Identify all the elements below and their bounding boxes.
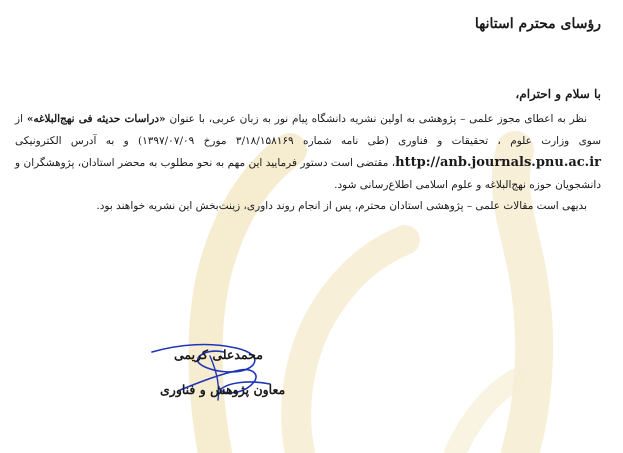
p1-mid: از سوی وزارت علوم ، تحقیقات و فناوری (طی نامه شماره ۳/۱۸/۱۵۸۱۶۹ مورخ ۱۳۹۷/۰۷/۰۹) و به آدرس الکترونیکی [15,113,602,147]
letter-body [15,109,601,218]
watermark-arc [455,380,515,453]
recipient-heading: رؤسای محترم استانها [474,16,601,32]
signatory-name: محمدعلی کریمی [174,347,263,362]
greeting: با سلام و احترام، [515,87,601,101]
paragraph-1: نظر به اعطای مجوز علمی – پژوهشی به اولین نشریه دانشگاه پیام نور به زبان عربی، با عنوان «دراسات حدیثه فی نهج‌البلاغه» از سوی وزارت علوم ، تحقیقات و فناوری (طی نامه شماره ۳/۱۸/۱۵۸۱۶۹ مورخ ۱۳۹۷/۰۷/۰۹) و به آدرس الکترونیکی http://anb.journals.pnu.ac.ir، مقتضی است دستور فرمایید این مهم به نحو مطلوب به محضر استادان، پژوهشگران و دانشجویان حوزه نهج‌البلاغه و علوم اسلامی اطلاع‌رسانی شود. [15,113,602,191]
p1-tail: مقتضی است دستور فرمایید این مهم به نحو مطلوب به محضر استادان، پژوهشگران و دانشجویان حوزه نهج‌البلاغه و علوم اسلامی اطلاع‌رسانی شود. [15,157,601,191]
handwritten-signature [140,330,300,410]
journal-title: «دراسات حدیثه فی نهج‌البلاغه» [26,113,166,125]
p1-lead: نظر به اعطای مجوز علمی – پژوهشی به اولین نشریه دانشگاه پیام نور به زبان عربی، با عنوان [169,113,587,125]
watermark-stroke-mid [296,240,405,453]
p2-text: بدیهی است مقالات علمی – پژوهشی استادان محترم، پس از انجام روند داوری، زینت‌بخش این نشریه خواهند بود. [96,200,587,212]
journal-url[interactable]: http://anb.journals.pnu.ac.ir [395,155,601,170]
paragraph-2 [15,196,601,218]
signatory-title: معاون پژوهش و فناوری [160,382,286,397]
